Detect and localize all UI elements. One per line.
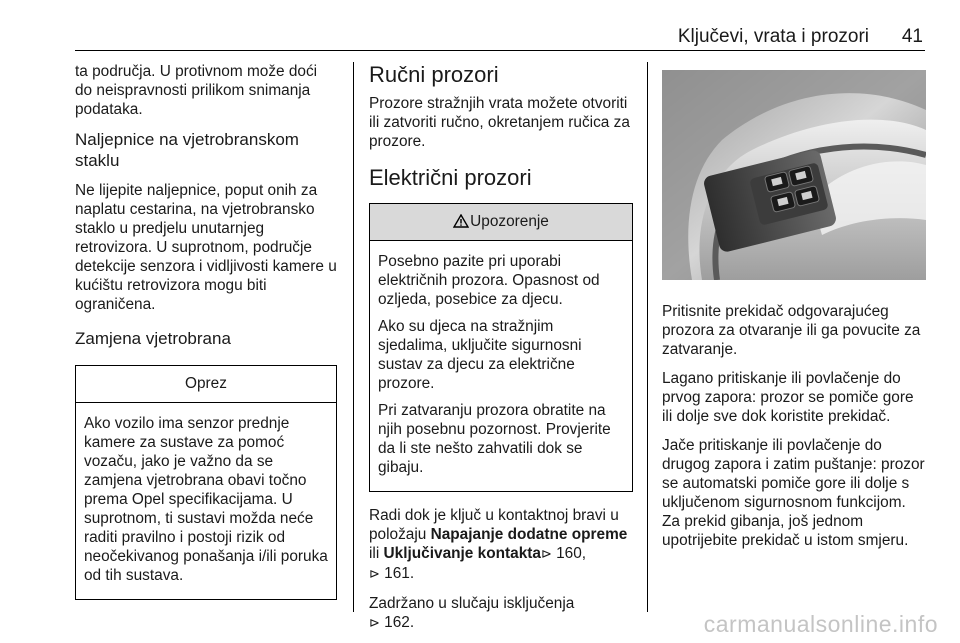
page-number: 41 <box>901 26 923 47</box>
warning-text-1: Posebno pazite pri uporabi električnih prozora. Opasnost od ozljeda, posebice za djecu. <box>378 253 600 308</box>
column-divider <box>647 62 648 612</box>
paragraph-first-detent: Lagano pritiskanje ili povlačenje do prvog zapora: prozor se pomiče gore ili dolje sve dok koristite prekidač. <box>662 370 914 425</box>
paragraph-stickers: Ne lijepite naljepnice, poput onih za naplatu cestarina, na vjetrobransko staklo u predjelu unutarnjeg retrovizora. U suprotnom, područje detekcije senzora i vidljivosti kamere u kućištu retrovizora mogu biti ograničena. <box>75 182 337 313</box>
heading-windscreen-replacement: Zamjena vjetrobrana <box>75 329 231 348</box>
warning-triangle-icon <box>453 206 469 242</box>
page-reference-link[interactable]: 161. <box>379 565 415 582</box>
caution-box-title: Oprez <box>76 366 336 403</box>
heading-stickers: Naljepnice na vjetrobranskom staklu <box>75 130 299 170</box>
heading-electric-windows: Električni prozori <box>369 165 532 190</box>
caution-box <box>75 365 337 600</box>
ignition-mode-on: Uključivanje kontakta <box>383 545 541 562</box>
page-title: Ključevi, vrata i prozori <box>677 26 869 47</box>
caution-box-text: Ako vozilo ima senzor prednje kamere za sustave za pomoć vozaču, jako je važno da se zamjena vjetrobrana obavi točno prema Opel specifikacijama. U suprotnom, ti sustavi možda neće raditi pravilno i postoji rizik od neočekivanog ponašanja i/ili poruka od tih sustava. <box>84 415 328 584</box>
warning-box-title: Upozorenje <box>470 213 549 230</box>
warning-text-3: Pri zatvaranju prozora obratite na njih posebnu pozornost. Provjerite da li ste nešto zahvatili dok se gibaju. <box>378 402 611 476</box>
reference-arrow-icon: ⊳ <box>369 567 380 582</box>
window-switch-photo <box>662 70 926 280</box>
watermark: carmanualsonline.info <box>703 611 938 637</box>
paragraph-intro: ta područja. U protivnom može doći do neispravnosti prilikom snimanja podataka. <box>75 63 318 118</box>
reference-arrow-icon: ⊳ <box>369 616 380 631</box>
column-divider <box>353 62 354 612</box>
ignition-text: Radi dok je ključ u kontaktnoj bravi u položaju <box>369 507 619 543</box>
column-1 <box>75 62 337 612</box>
column-3 <box>662 70 926 560</box>
page-reference-link[interactable]: 162. <box>379 614 415 631</box>
column-2 <box>369 62 633 643</box>
paragraph-manual-windows: Prozore stražnjih vrata možete otvoriti ili zatvoriti ručno, okretanjem ručica za prozore. <box>369 95 630 150</box>
ignition-mode-accessory: Napajanje dodatne opreme <box>430 526 628 543</box>
paragraph-retained-power <box>369 594 633 633</box>
ignition-or: ili <box>369 545 384 562</box>
warning-box <box>369 203 633 492</box>
reference-arrow-icon: ⊳ <box>540 547 552 562</box>
heading-manual-windows: Ručni prozori <box>369 62 499 87</box>
warning-text-2: Ako su djeca na stražnjim sjedalima, uključite sigurnosni sustav za djecu za električne prozore. <box>378 318 582 392</box>
paragraph-press-switch: Pritisnite prekidač odgovarajućeg prozora za otvaranje ili ga povucite za zatvaranje. <box>662 303 921 358</box>
page-header <box>75 0 925 51</box>
warning-box-title-bar <box>370 204 632 241</box>
paragraph-ignition <box>369 506 633 584</box>
retained-power-text: Zadržano u slučaju isključenja <box>369 595 575 612</box>
paragraph-second-detent: Jače pritiskanje ili povlačenje do drugog zapora i zatim puštanje: prozor se automatski pomiče gore ili dolje s uključenom sigurnosnom funkcijom. Za prekid gibanja, još jednom upotrijebite prekidač u istom smjeru. <box>662 437 925 549</box>
page-reference-link[interactable]: 160, <box>551 545 587 562</box>
